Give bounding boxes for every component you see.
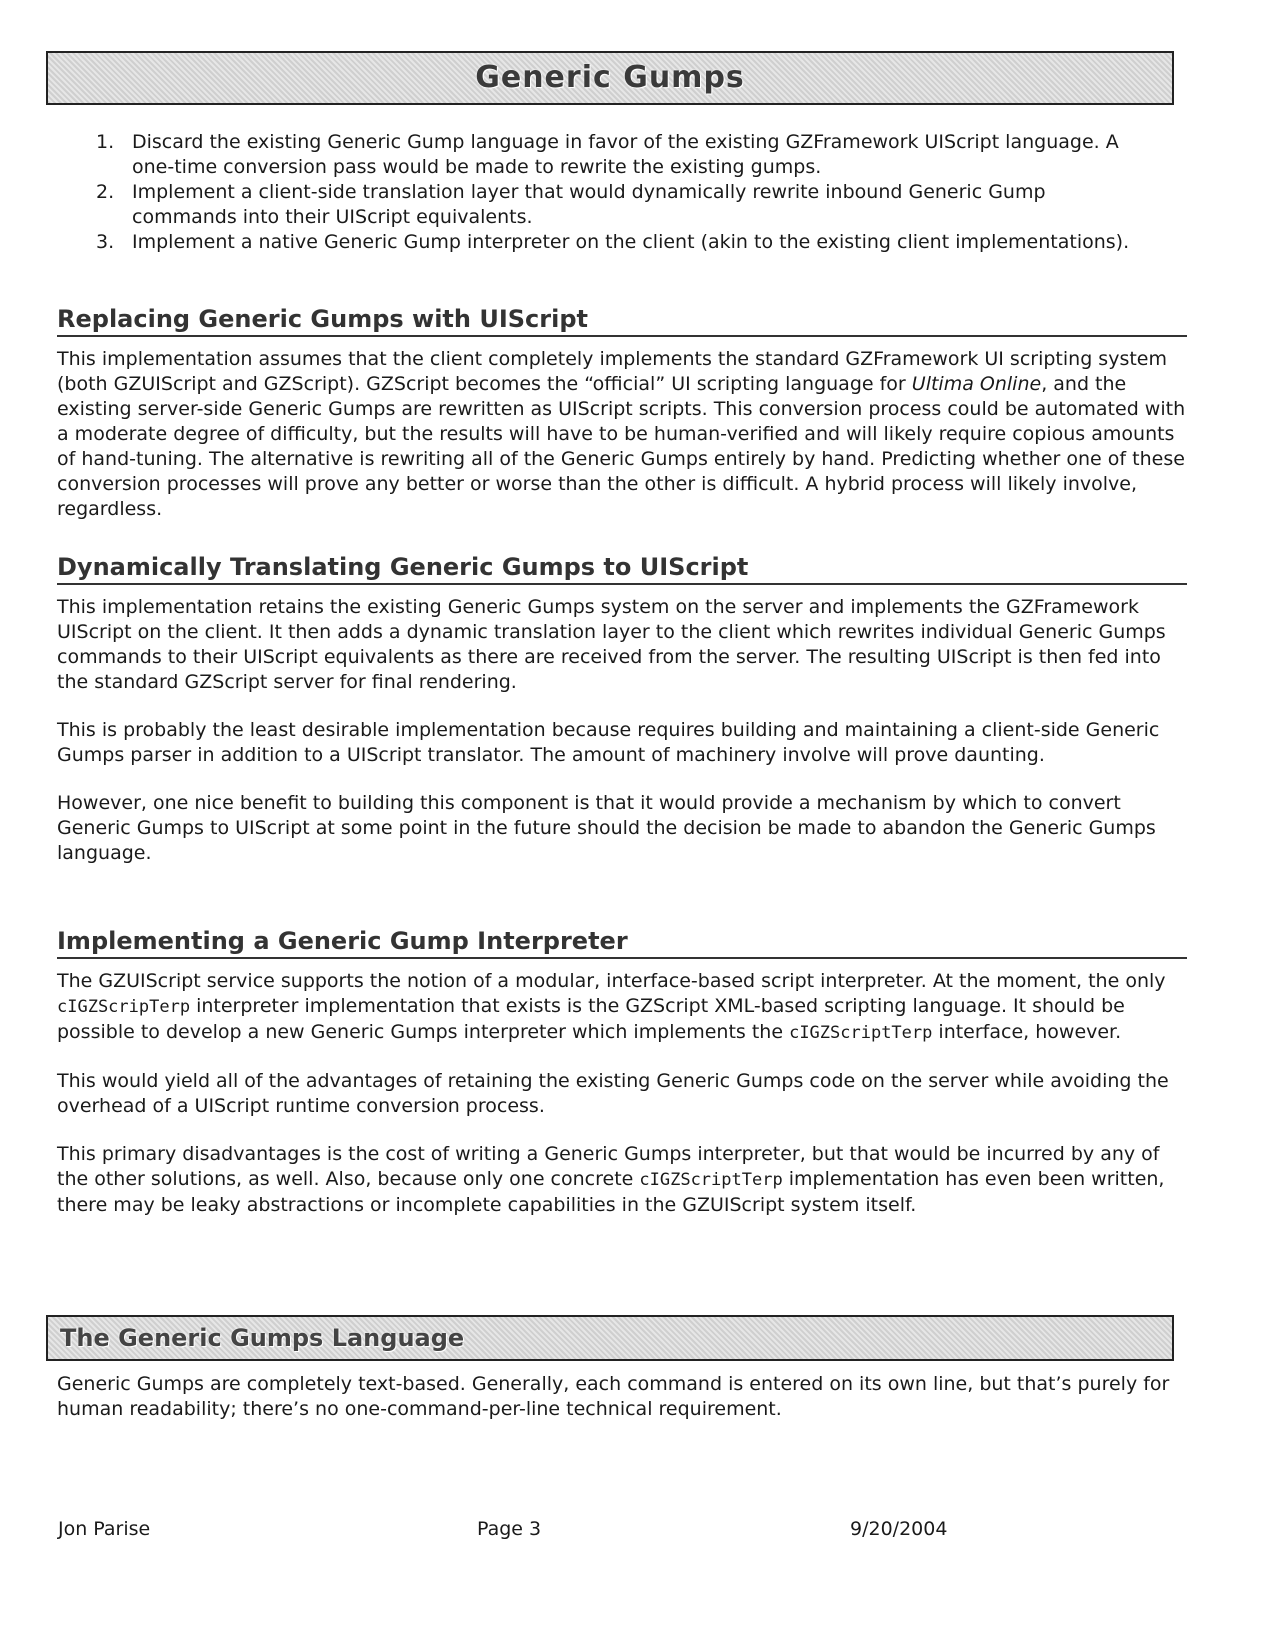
section-translating bbox=[57, 552, 1187, 866]
paragraph-text: This primary disadvantages is the cost of writing a Generic Gumps interpreter, but that would be incurred by any of the other solutions, as well. Also, because only one concrete bbox=[57, 1143, 1160, 1190]
paragraph-text: interpreter implementation that exists is the GZScript XML-based scripting language. It should be possible to develop a new Generic Gumps interpreter which implements the bbox=[57, 995, 1125, 1043]
document-title: Generic Gumps bbox=[475, 60, 745, 95]
code-identifier: cIGZScriptTerp bbox=[639, 1170, 783, 1190]
footer-page-number: Page 3 bbox=[477, 1518, 542, 1540]
paragraph-text: , and the existing server-side Generic Gumps are rewritten as UIScript scripts. This conversion process could be automated with a moderate degree of difficulty, but the results will have to be human-verified and will likely require copious amounts of hand-tuning. The alternative is rewriting all of the Generic Gumps entirely by hand. Predicting whether one of these conversion processes will prove any better or worse than the other is difficult. A hybrid process will likely involve, regardless. bbox=[57, 373, 1186, 520]
paragraph-text: The GZUIScript service supports the notion of a modular, interface-based script interpreter. At the moment, the only bbox=[57, 970, 1166, 992]
section-replacing bbox=[57, 304, 1187, 522]
italic-title: Ultima Online bbox=[911, 373, 1042, 395]
paragraph-text: implementation has even been written, there may be leaky abstractions or incomplete capabilities in the GZUIScript system itself. bbox=[57, 1168, 1165, 1216]
paragraph bbox=[57, 969, 1187, 1046]
list-text: Implement a client-side translation layer that would dynamically rewrite inbound Generic Gump commands into their UIScript equivalents. bbox=[132, 181, 1046, 228]
title-banner bbox=[46, 51, 1174, 105]
section-heading: Dynamically Translating Generic Gumps to UIScript bbox=[57, 552, 1187, 585]
list-item bbox=[92, 180, 1152, 230]
section-interpreter bbox=[57, 926, 1187, 1218]
section-banner bbox=[46, 1315, 1174, 1361]
footer-author: Jon Parise bbox=[58, 1518, 151, 1540]
list-text: Implement a native Generic Gump interpreter on the client (akin to the existing client implementations). bbox=[132, 231, 1130, 253]
section-banner-title: The Generic Gumps Language bbox=[60, 1324, 465, 1352]
section-heading: Replacing Generic Gumps with UIScript bbox=[57, 304, 1187, 337]
list-item bbox=[92, 130, 1152, 180]
paragraph bbox=[57, 347, 1187, 522]
list-number: 1. bbox=[96, 131, 115, 153]
paragraph-text: This implementation assumes that the client completely implements the standard GZFramework UI scripting system (both GZUIScript and GZScript). GZScript becomes the “official” UI scripting language for bbox=[57, 348, 1167, 395]
footer-date: 9/20/2004 bbox=[850, 1518, 948, 1540]
list-text: Discard the existing Generic Gump language in favor of the existing GZFramework UIScript language. A one-time conversion pass would be made to rewrite the existing gumps. bbox=[132, 131, 1119, 178]
code-identifier: cIGZScriptTerp bbox=[789, 1023, 933, 1043]
paragraph: This would yield all of the advantages of retaining the existing Generic Gumps code on the server while avoiding the overhead of a UIScript runtime conversion process. bbox=[57, 1070, 1169, 1117]
paragraph: However, one nice benefit to building this component is that it would provide a mechanism by which to convert Generic Gumps to UIScript at some point in the future should the decision be made to abandon the Generic Gumps language. bbox=[57, 792, 1156, 864]
options-list bbox=[92, 130, 1152, 255]
list-number: 2. bbox=[96, 181, 115, 203]
list-number: 3. bbox=[96, 231, 115, 253]
section-heading: Implementing a Generic Gump Interpreter bbox=[57, 926, 1187, 959]
paragraph: Generic Gumps are completely text-based. Generally, each command is entered on its own line, but that’s purely for human readability; there’s no one-command-per-line technical requirement. bbox=[57, 1373, 1170, 1420]
paragraph: This is probably the least desirable implementation because requires building and maintaining a client-side Generic Gumps parser in addition to a UIScript translator. The amount of machinery involve will prove daunting. bbox=[57, 719, 1160, 766]
code-identifier: cIGZScripTerp bbox=[57, 997, 191, 1017]
list-item bbox=[92, 230, 1152, 255]
paragraph: This implementation retains the existing Generic Gumps system on the server and implements the GZFramework UIScript on the client. It then adds a dynamic translation layer to the client which rewrites individual Generic Gumps commands to their UIScript equivalents as there are received from the server. The resulting UIScript is then fed into the standard GZScript server for final rendering. bbox=[57, 596, 1166, 693]
paragraph-text: interface, however. bbox=[932, 1021, 1122, 1043]
paragraph bbox=[57, 1142, 1187, 1218]
section-language bbox=[57, 1372, 1187, 1422]
